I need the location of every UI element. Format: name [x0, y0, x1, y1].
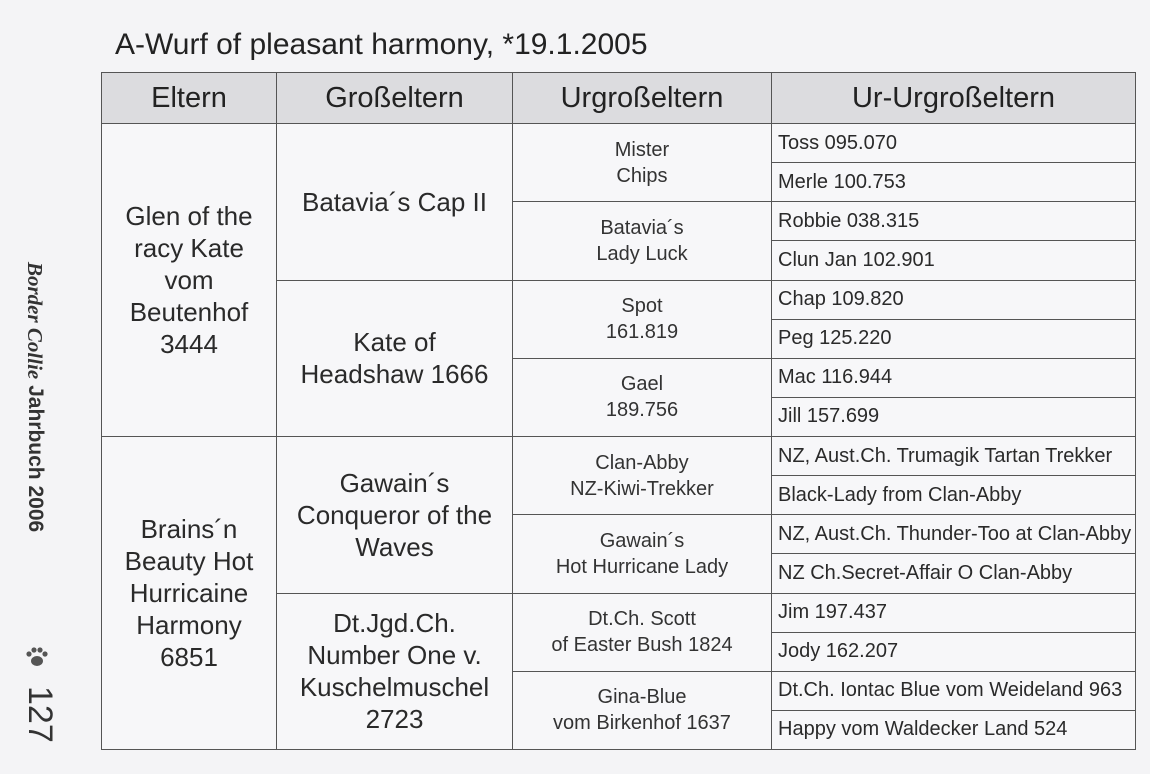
grandparent-cell	[277, 437, 513, 594]
great-great-grandparent-cell: Mac 116.944	[772, 358, 1136, 397]
great-grandparent-name: Gina-Blue vom Birkenhof 1637	[553, 686, 731, 735]
great-grandparent-name: Gael 189.756	[605, 373, 679, 422]
great-great-grandparent-cell: NZ Ch.Secret-Affair O Clan-Abby	[772, 554, 1136, 593]
header-ur-urgrosseltern: Ur-Urgroßeltern	[772, 73, 1136, 124]
great-grandparent-cell	[513, 280, 772, 358]
grandparent-name: Dt.Jgd.Ch. Number One v. Kuschelmuschel 2723	[299, 608, 490, 735]
page-number: 127	[21, 686, 59, 743]
great-great-grandparent-cell: Chap 109.820	[772, 280, 1136, 319]
header-row	[102, 73, 1136, 124]
great-great-grandparent-cell: Robbie 038.315	[772, 202, 1136, 241]
table-row	[102, 437, 1136, 476]
grandparent-cell	[277, 593, 513, 750]
grandparent-cell	[277, 124, 513, 281]
great-great-grandparent-cell: Jim 197.437	[772, 593, 1136, 632]
side-caption-script: Border Collie	[23, 262, 47, 380]
page-title: A-Wurf of pleasant harmony, *19.1.2005	[115, 28, 648, 61]
paw-print-icon	[24, 646, 50, 668]
great-great-grandparent-cell: Peg 125.220	[772, 319, 1136, 358]
header-grosseltern: Großeltern	[277, 73, 513, 124]
great-great-grandparent-cell: NZ, Aust.Ch. Trumagik Tartan Trekker	[772, 437, 1136, 476]
parent-cell-sire	[102, 124, 277, 437]
great-grandparent-name: Mister Chips	[614, 138, 670, 187]
header-eltern: Eltern	[102, 73, 277, 124]
grandparent-cell	[277, 280, 513, 437]
great-grandparent-cell	[513, 671, 772, 749]
great-grandparent-cell	[513, 593, 772, 671]
great-grandparent-name: Batavia´s Lady Luck	[596, 216, 688, 265]
great-grandparent-name: Dt.Ch. Scott of Easter Bush 1824	[551, 608, 733, 657]
great-great-grandparent-cell: NZ, Aust.Ch. Thunder-Too at Clan-Abby	[772, 515, 1136, 554]
great-great-grandparent-cell: Jody 162.207	[772, 632, 1136, 671]
table-row	[102, 124, 1136, 163]
parent-name: Glen of the racy Kate vom Beutenhof 3444	[125, 201, 253, 359]
great-grandparent-cell	[513, 202, 772, 280]
great-great-grandparent-cell: Dt.Ch. Iontac Blue vom Weideland 963	[772, 671, 1136, 710]
great-grandparent-cell	[513, 358, 772, 436]
great-great-grandparent-cell: Clun Jan 102.901	[772, 241, 1136, 280]
great-grandparent-cell	[513, 437, 772, 515]
pedigree-table	[101, 72, 1136, 750]
grandparent-name: Kate of Headshaw 1666	[300, 327, 489, 390]
great-great-grandparent-cell: Merle 100.753	[772, 163, 1136, 202]
great-grandparent-name: Clan-Abby NZ-Kiwi-Trekker	[570, 451, 714, 500]
great-grandparent-cell	[513, 124, 772, 202]
header-urgrosseltern: Urgroßeltern	[513, 73, 772, 124]
great-great-grandparent-cell: Toss 095.070	[772, 124, 1136, 163]
great-great-grandparent-cell: Happy vom Waldecker Land 524	[772, 710, 1136, 749]
great-grandparent-name: Gawain´s Hot Hurricane Lady	[555, 529, 729, 578]
side-caption-rest: Jahrbuch 2006	[24, 379, 47, 533]
great-great-grandparent-cell: Jill 157.699	[772, 397, 1136, 436]
great-grandparent-name: Spot 161.819	[605, 295, 679, 344]
grandparent-name: Gawain´s Conqueror of the Waves	[296, 467, 493, 562]
grandparent-name: Batavia´s Cap II	[302, 186, 487, 217]
great-great-grandparent-cell: Black-Lady from Clan-Abby	[772, 476, 1136, 515]
parent-name: Brains´n Beauty Hot Hurricaine Harmony 6851	[124, 514, 254, 672]
great-grandparent-cell	[513, 515, 772, 593]
yearbook-side-caption	[22, 262, 47, 532]
parent-cell-dam	[102, 437, 277, 750]
